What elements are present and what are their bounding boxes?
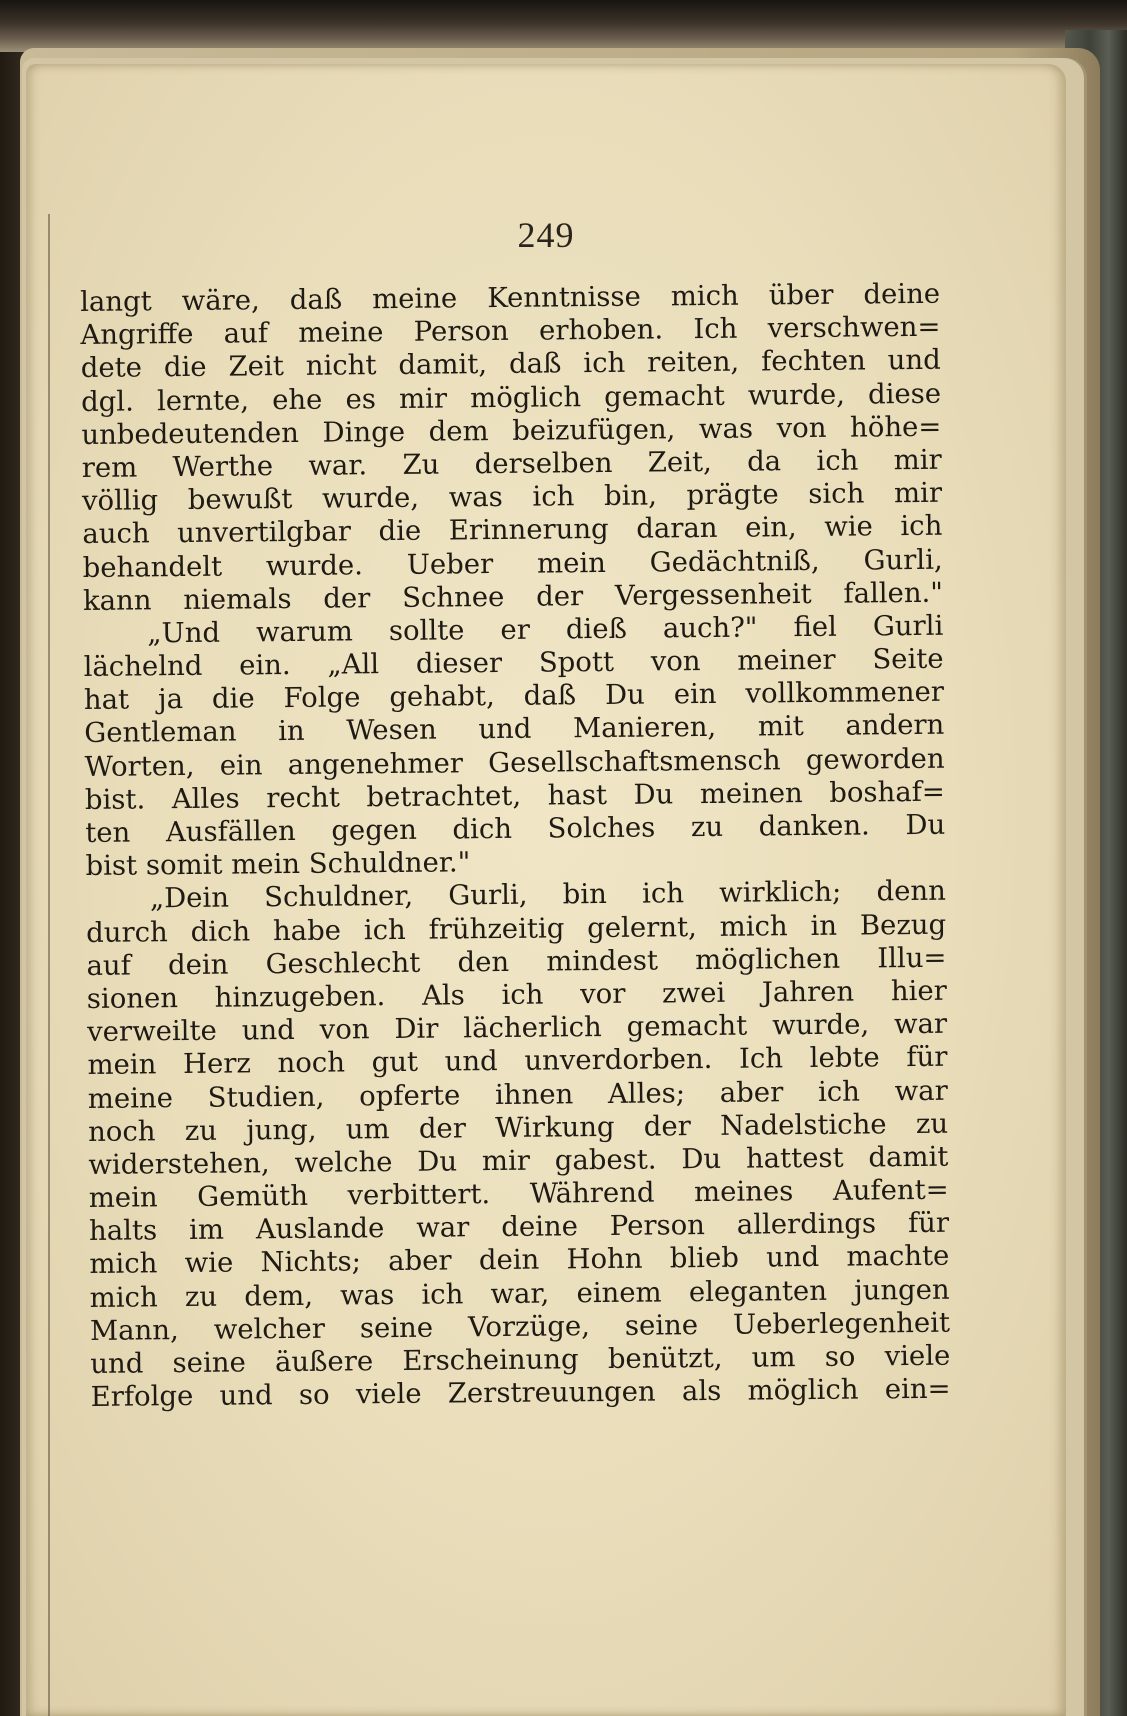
text-line: behandelt wurde. Ueber mein Gedächtniß, Gurli, xyxy=(82,543,943,584)
text-line: hat ja die Folge gehabt, daß Du ein vollkommener xyxy=(83,675,945,717)
text-line: durch dich habe ich frühzeitig gelernt, mich in Bezug xyxy=(86,908,947,949)
text-line: noch zu jung, um der Wirkung der Nadelstiche zu xyxy=(87,1107,949,1148)
page-number: 249 xyxy=(517,215,575,255)
text-line: rem Werthe war. Zu derselben Zeit, da ich mir xyxy=(81,443,942,484)
text-line: bist somit mein Schuldner." xyxy=(85,846,471,883)
text-line: langt wäre, daß meine Kenntnisse mich über deine xyxy=(80,277,941,318)
text-line: Gentleman in Wesen und Manieren, mit andern xyxy=(84,709,945,750)
text-line: sionen hinzugeben. Als ich vor zwei Jahren hier xyxy=(86,974,947,1015)
text-line: bist. Alles recht betrachtet, hast Du meinen boshaf= xyxy=(84,775,946,816)
text-line: mich zu dem, was ich war, einem eleganten jungen xyxy=(89,1273,950,1314)
gutter-line xyxy=(48,214,50,1716)
text-line: mein Gemüth verbittert. Während meines Aufent= xyxy=(88,1173,949,1215)
text-line: mein Herz noch gut und unverdorben. Ich lebte für xyxy=(87,1041,948,1082)
text-line: widerstehen, welche Du mir gabest. Du hattest damit xyxy=(88,1140,949,1181)
text-line: halts im Auslande war deine Person allerdings für xyxy=(88,1206,950,1248)
page-text xyxy=(80,278,951,1415)
book-page xyxy=(26,64,1066,1716)
text-line: unbedeutenden Dinge dem beizufügen, was von höhe= xyxy=(81,410,942,451)
text-line: lächelnd ein. „All dieser Spott von meiner Seite xyxy=(83,642,944,684)
text-line: dgl. lernte, ehe es mir möglich gemacht wurde, diese xyxy=(80,377,942,418)
text-line: verweilte und von Dir lächerlich gemacht wurde, war xyxy=(87,1007,948,1049)
text-line: Angriffe auf meine Person erhoben. Ich verschwen= xyxy=(80,310,941,352)
text-line: kann niemals der Schnee der Vergessenheit fallen." xyxy=(82,576,944,617)
text-line: „Dein Schuldner, Gurli, bin ich wirklich; denn xyxy=(149,875,947,915)
text-line: ten Ausfällen gegen dich Solches zu danken. Du xyxy=(85,808,946,849)
text-line: Worten, ein angenehmer Gesellschaftsmensch geworden xyxy=(84,742,945,783)
text-line: und seine äußere Erscheinung benützt, um so viele xyxy=(90,1339,951,1380)
text-line: auch unvertilgbar die Erinnerung daran ein, wie ich xyxy=(82,510,943,551)
text-line: auf dein Geschlecht den mindest möglichen Illu= xyxy=(86,941,947,982)
text-line: dete die Zeit nicht damit, daß ich reiten, fechten und xyxy=(80,344,941,385)
text-line: völlig bewußt wurde, was ich bin, prägte sich mir xyxy=(81,476,943,518)
text-line: meine Studien, opferte ihnen Alles; aber ich war xyxy=(87,1074,948,1115)
text-line: mich wie Nichts; aber dein Hohn blieb und machte xyxy=(89,1240,950,1281)
text-line: Erfolge und so viele Zerstreuungen als möglich ein= xyxy=(90,1372,951,1414)
text-line: Mann, welcher seine Vorzüge, seine Ueberlegenheit xyxy=(89,1306,951,1347)
book-top-edge xyxy=(0,0,1127,52)
text-line: „Und warum sollte er dieß auch?" fiel Gurli xyxy=(147,609,944,650)
